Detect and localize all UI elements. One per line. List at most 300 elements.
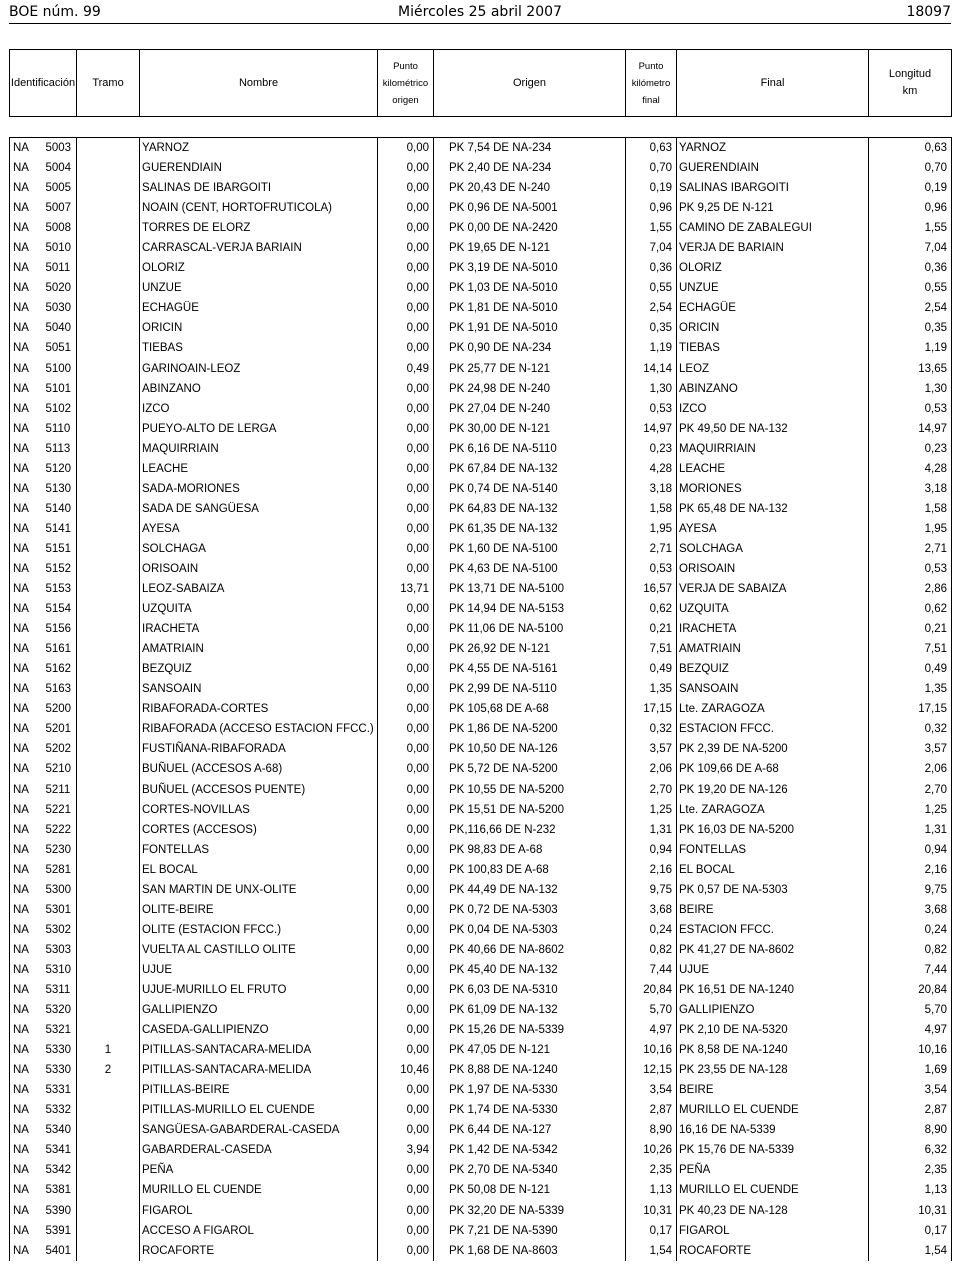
cell-numero: 5141 — [37, 519, 77, 539]
cell-pk-origen: 0,00 — [378, 960, 434, 980]
cell-pk-final: 0,70 — [626, 158, 677, 178]
cell-origen: PK,116,66 DE N-232 — [434, 820, 626, 840]
column-header-table — [9, 49, 952, 117]
cell-tramo — [77, 639, 140, 659]
cell-tramo — [77, 539, 140, 559]
cell-longitud: 0,35 — [869, 318, 952, 338]
cell-pk-final: 0,63 — [626, 138, 677, 159]
cell-provincia: NA — [10, 1200, 37, 1220]
cell-tramo — [77, 218, 140, 238]
cell-pk-origen: 0,00 — [378, 679, 434, 699]
cell-longitud: 2,71 — [869, 539, 952, 559]
table-row — [10, 359, 952, 379]
cell-provincia: NA — [10, 158, 37, 178]
cell-origen: PK 1,74 DE NA-5330 — [434, 1100, 626, 1120]
table-row — [10, 539, 952, 559]
cell-pk-origen: 0,00 — [378, 860, 434, 880]
cell-tramo — [77, 759, 140, 779]
cell-final: PK 41,27 DE NA-8602 — [677, 940, 869, 960]
cell-numero: 5153 — [37, 579, 77, 599]
cell-longitud: 5,70 — [869, 1000, 952, 1020]
cell-nombre: PUEYO-ALTO DE LERGA — [140, 419, 378, 439]
cell-final: MAQUIRRIAIN — [677, 439, 869, 459]
table-row — [10, 439, 952, 459]
cell-numero: 5008 — [37, 218, 77, 238]
cell-longitud: 2,70 — [869, 780, 952, 800]
cell-tramo — [77, 980, 140, 1000]
cell-nombre: SANSOAIN — [140, 679, 378, 699]
cell-longitud: 3,54 — [869, 1080, 952, 1100]
table-row — [10, 1221, 952, 1241]
cell-nombre: EL BOCAL — [140, 860, 378, 880]
cell-tramo — [77, 579, 140, 599]
table-row — [10, 599, 952, 619]
cell-pk-final: 7,04 — [626, 238, 677, 258]
cell-numero: 5300 — [37, 880, 77, 900]
table-row — [10, 238, 952, 258]
cell-nombre: PITILLAS-SANTACARA-MELIDA — [140, 1060, 378, 1080]
cell-pk-origen: 0,00 — [378, 1000, 434, 1020]
cell-numero: 5151 — [37, 539, 77, 559]
table-row — [10, 1160, 952, 1180]
cell-tramo — [77, 619, 140, 639]
cell-provincia: NA — [10, 840, 37, 860]
cell-pk-final: 0,36 — [626, 258, 677, 278]
cell-provincia: NA — [10, 940, 37, 960]
cell-nombre: BUÑUEL (ACCESOS PUENTE) — [140, 780, 378, 800]
cell-pk-origen: 0,00 — [378, 1180, 434, 1200]
cell-longitud: 1,31 — [869, 820, 952, 840]
cell-numero: 5210 — [37, 759, 77, 779]
cell-pk-origen: 0,00 — [378, 659, 434, 679]
cell-provincia: NA — [10, 399, 37, 419]
table-row — [10, 218, 952, 238]
cell-longitud: 3,57 — [869, 739, 952, 759]
cell-final: PK 9,25 DE N-121 — [677, 198, 869, 218]
cell-tramo — [77, 138, 140, 159]
cell-pk-final: 3,68 — [626, 900, 677, 920]
header-page-number: 18097 — [906, 4, 951, 20]
cell-pk-final: 4,28 — [626, 459, 677, 479]
table-row — [10, 158, 952, 178]
cell-longitud: 7,51 — [869, 639, 952, 659]
cell-provincia: NA — [10, 759, 37, 779]
cell-final: ECHAGÜE — [677, 298, 869, 318]
cell-final: PK 49,50 DE NA-132 — [677, 419, 869, 439]
cell-provincia: NA — [10, 1180, 37, 1200]
cell-longitud: 2,87 — [869, 1100, 952, 1120]
cell-provincia: NA — [10, 198, 37, 218]
cell-numero: 5390 — [37, 1200, 77, 1220]
cell-longitud: 2,35 — [869, 1160, 952, 1180]
col-pk-origen: Punto kilométrico origen — [378, 50, 434, 117]
table-row — [10, 820, 952, 840]
col-pk-final: Punto kilómetro final — [626, 50, 677, 117]
cell-numero: 5113 — [37, 439, 77, 459]
cell-nombre: OLORIZ — [140, 258, 378, 278]
cell-provincia: NA — [10, 1221, 37, 1241]
cell-pk-origen: 0,00 — [378, 559, 434, 579]
cell-pk-final: 2,16 — [626, 860, 677, 880]
cell-pk-origen: 0,49 — [378, 359, 434, 379]
cell-nombre: AMATRIAIN — [140, 639, 378, 659]
cell-longitud: 0,49 — [869, 659, 952, 679]
cell-pk-origen: 10,46 — [378, 1060, 434, 1080]
table-row — [10, 519, 952, 539]
cell-nombre: ECHAGÜE — [140, 298, 378, 318]
cell-nombre: CASEDA-GALLIPIENZO — [140, 1020, 378, 1040]
cell-provincia: NA — [10, 679, 37, 699]
cell-longitud: 0,55 — [869, 278, 952, 298]
cell-provincia: NA — [10, 920, 37, 940]
cell-tramo — [77, 238, 140, 258]
cell-tramo — [77, 258, 140, 278]
cell-tramo — [77, 599, 140, 619]
cell-final: Lte. ZARAGOZA — [677, 699, 869, 719]
cell-provincia: NA — [10, 960, 37, 980]
table-row — [10, 1241, 952, 1261]
cell-final: PK 40,23 DE NA-128 — [677, 1200, 869, 1220]
cell-longitud: 0,94 — [869, 840, 952, 860]
table-row — [10, 198, 952, 218]
cell-pk-origen: 0,00 — [378, 298, 434, 318]
cell-tramo — [77, 1160, 140, 1180]
cell-tramo — [77, 900, 140, 920]
table-row — [10, 960, 952, 980]
table-row — [10, 840, 952, 860]
roads-table — [9, 137, 952, 1261]
cell-tramo — [77, 198, 140, 218]
cell-nombre: RIBAFORADA (ACCESO ESTACION FFCC.) — [140, 719, 378, 739]
cell-origen: PK 0,96 DE NA-5001 — [434, 198, 626, 218]
cell-origen: PK 1,03 DE NA-5010 — [434, 278, 626, 298]
cell-origen: PK 1,42 DE NA-5342 — [434, 1140, 626, 1160]
cell-pk-origen: 0,00 — [378, 699, 434, 719]
cell-longitud: 1,30 — [869, 379, 952, 399]
table-row — [10, 1060, 952, 1080]
cell-provincia: NA — [10, 780, 37, 800]
cell-final: PK 0,57 DE NA-5303 — [677, 880, 869, 900]
cell-longitud: 0,17 — [869, 1221, 952, 1241]
cell-nombre: PITILLAS-BEIRE — [140, 1080, 378, 1100]
cell-pk-final: 1,25 — [626, 800, 677, 820]
cell-longitud: 1,19 — [869, 338, 952, 358]
cell-tramo — [77, 739, 140, 759]
cell-origen: PK 11,06 DE NA-5100 — [434, 619, 626, 639]
cell-final: YARNOZ — [677, 138, 869, 159]
cell-origen: PK 1,97 DE NA-5330 — [434, 1080, 626, 1100]
cell-pk-origen: 0,00 — [378, 880, 434, 900]
cell-origen: PK 13,71 DE NA-5100 — [434, 579, 626, 599]
cell-provincia: NA — [10, 1040, 37, 1060]
cell-pk-final: 14,97 — [626, 419, 677, 439]
cell-numero: 5320 — [37, 1000, 77, 1020]
cell-pk-final: 4,97 — [626, 1020, 677, 1040]
cell-longitud: 0,63 — [869, 138, 952, 159]
cell-nombre: NOAIN (CENT, HORTOFRUTICOLA) — [140, 198, 378, 218]
cell-nombre: ACCESO A FIGAROL — [140, 1221, 378, 1241]
cell-pk-final: 0,21 — [626, 619, 677, 639]
table-row — [10, 399, 952, 419]
cell-pk-final: 1,58 — [626, 499, 677, 519]
cell-pk-final: 0,17 — [626, 1221, 677, 1241]
table-row — [10, 639, 952, 659]
cell-pk-final: 10,31 — [626, 1200, 677, 1220]
cell-final: SOLCHAGA — [677, 539, 869, 559]
cell-origen: PK 3,19 DE NA-5010 — [434, 258, 626, 278]
cell-pk-final: 1,35 — [626, 679, 677, 699]
cell-final: PK 23,55 DE NA-128 — [677, 1060, 869, 1080]
cell-final: MURILLO EL CUENDE — [677, 1180, 869, 1200]
cell-origen: PK 26,92 DE N-121 — [434, 639, 626, 659]
cell-longitud: 9,75 — [869, 880, 952, 900]
cell-numero: 5342 — [37, 1160, 77, 1180]
cell-final: IZCO — [677, 399, 869, 419]
cell-tramo — [77, 1200, 140, 1220]
cell-numero: 5163 — [37, 679, 77, 699]
cell-final: UJUE — [677, 960, 869, 980]
cell-provincia: NA — [10, 379, 37, 399]
cell-tramo — [77, 659, 140, 679]
table-row — [10, 479, 952, 499]
cell-provincia: NA — [10, 359, 37, 379]
cell-pk-origen: 0,00 — [378, 419, 434, 439]
cell-pk-final: 0,19 — [626, 178, 677, 198]
cell-pk-origen: 0,00 — [378, 840, 434, 860]
cell-pk-origen: 0,00 — [378, 519, 434, 539]
cell-nombre: SOLCHAGA — [140, 539, 378, 559]
cell-numero: 5140 — [37, 499, 77, 519]
cell-pk-origen: 0,00 — [378, 218, 434, 238]
cell-pk-origen: 0,00 — [378, 399, 434, 419]
cell-numero: 5003 — [37, 138, 77, 159]
cell-tramo — [77, 1221, 140, 1241]
cell-origen: PK 24,98 DE N-240 — [434, 379, 626, 399]
cell-nombre: GABARDERAL-CASEDA — [140, 1140, 378, 1160]
cell-final: CAMINO DE ZABALEGUI — [677, 218, 869, 238]
cell-pk-origen: 0,00 — [378, 1200, 434, 1220]
cell-final: BEIRE — [677, 1080, 869, 1100]
cell-origen: PK 50,08 DE N-121 — [434, 1180, 626, 1200]
cell-pk-final: 2,71 — [626, 539, 677, 559]
cell-nombre: VUELTA AL CASTILLO OLITE — [140, 940, 378, 960]
cell-origen: PK 0,04 DE NA-5303 — [434, 920, 626, 940]
table-row — [10, 1140, 952, 1160]
cell-pk-final: 1,95 — [626, 519, 677, 539]
table-row — [10, 579, 952, 599]
col-longitud: Longitud km — [869, 50, 952, 117]
cell-numero: 5100 — [37, 359, 77, 379]
cell-pk-final: 20,84 — [626, 980, 677, 1000]
cell-pk-origen: 0,00 — [378, 920, 434, 940]
cell-provincia: NA — [10, 880, 37, 900]
cell-numero: 5222 — [37, 820, 77, 840]
cell-origen: PK 0,00 DE NA-2420 — [434, 218, 626, 238]
cell-final: OLORIZ — [677, 258, 869, 278]
cell-final: LEOZ — [677, 359, 869, 379]
table-row — [10, 940, 952, 960]
cell-pk-origen: 0,00 — [378, 1020, 434, 1040]
cell-provincia: NA — [10, 439, 37, 459]
cell-final: VERJA DE BARIAIN — [677, 238, 869, 258]
cell-pk-final: 9,75 — [626, 880, 677, 900]
table-row — [10, 298, 952, 318]
cell-tramo — [77, 178, 140, 198]
cell-longitud: 2,16 — [869, 860, 952, 880]
cell-pk-origen: 0,00 — [378, 318, 434, 338]
cell-nombre: FUSTIÑANA-RIBAFORADA — [140, 739, 378, 759]
cell-provincia: NA — [10, 800, 37, 820]
cell-numero: 5221 — [37, 800, 77, 820]
table-row — [10, 258, 952, 278]
cell-pk-final: 3,57 — [626, 739, 677, 759]
cell-numero: 5301 — [37, 900, 77, 920]
cell-final: PK 2,39 DE NA-5200 — [677, 739, 869, 759]
cell-pk-final: 0,55 — [626, 278, 677, 298]
cell-numero: 5161 — [37, 639, 77, 659]
cell-nombre: TORRES DE ELORZ — [140, 218, 378, 238]
cell-longitud: 0,21 — [869, 619, 952, 639]
cell-longitud: 17,15 — [869, 699, 952, 719]
table-row — [10, 780, 952, 800]
cell-nombre: FONTELLAS — [140, 840, 378, 860]
cell-origen: PK 44,49 DE NA-132 — [434, 880, 626, 900]
cell-numero: 5011 — [37, 258, 77, 278]
cell-pk-origen: 0,00 — [378, 780, 434, 800]
cell-longitud: 0,53 — [869, 559, 952, 579]
cell-tramo — [77, 359, 140, 379]
table-row — [10, 559, 952, 579]
cell-nombre: GARINOAIN-LEOZ — [140, 359, 378, 379]
cell-origen: PK 2,40 DE NA-234 — [434, 158, 626, 178]
cell-tramo — [77, 1241, 140, 1261]
cell-origen: PK 6,03 DE NA-5310 — [434, 980, 626, 1000]
cell-tramo — [77, 399, 140, 419]
cell-longitud: 1,55 — [869, 218, 952, 238]
cell-tramo — [77, 940, 140, 960]
cell-tramo — [77, 158, 140, 178]
header-journal: BOE núm. 99 — [9, 4, 101, 20]
cell-final: PK 16,03 DE NA-5200 — [677, 820, 869, 840]
cell-origen: PK 7,54 DE NA-234 — [434, 138, 626, 159]
cell-numero: 5202 — [37, 739, 77, 759]
cell-nombre: SALINAS DE IBARGOITI — [140, 178, 378, 198]
table-row — [10, 800, 952, 820]
cell-pk-origen: 0,00 — [378, 619, 434, 639]
cell-numero: 5401 — [37, 1241, 77, 1261]
cell-longitud: 0,70 — [869, 158, 952, 178]
cell-nombre: TIEBAS — [140, 338, 378, 358]
cell-nombre: RIBAFORADA-CORTES — [140, 699, 378, 719]
cell-numero: 5051 — [37, 338, 77, 358]
cell-nombre: BUÑUEL (ACCESOS A-68) — [140, 759, 378, 779]
cell-pk-final: 0,53 — [626, 559, 677, 579]
cell-origen: PK 27,04 DE N-240 — [434, 399, 626, 419]
cell-pk-final: 0,23 — [626, 439, 677, 459]
cell-tramo — [77, 719, 140, 739]
cell-final: LEACHE — [677, 459, 869, 479]
cell-numero: 5102 — [37, 399, 77, 419]
cell-tramo — [77, 800, 140, 820]
cell-origen: PK 2,99 DE NA-5110 — [434, 679, 626, 699]
cell-pk-origen: 0,00 — [378, 980, 434, 1000]
cell-provincia: NA — [10, 178, 37, 198]
cell-origen: PK 32,20 DE NA-5339 — [434, 1200, 626, 1220]
cell-origen: PK 30,00 DE N-121 — [434, 419, 626, 439]
cell-final: MURILLO EL CUENDE — [677, 1100, 869, 1120]
cell-longitud: 2,86 — [869, 579, 952, 599]
cell-pk-final: 7,51 — [626, 639, 677, 659]
cell-tramo — [77, 880, 140, 900]
cell-pk-final: 1,13 — [626, 1180, 677, 1200]
cell-origen: PK 6,44 DE NA-127 — [434, 1120, 626, 1140]
cell-pk-final: 1,19 — [626, 338, 677, 358]
cell-numero: 5311 — [37, 980, 77, 1000]
cell-provincia: NA — [10, 659, 37, 679]
cell-longitud: 7,04 — [869, 238, 952, 258]
cell-provincia: NA — [10, 459, 37, 479]
cell-numero: 5340 — [37, 1120, 77, 1140]
col-tramo: Tramo — [77, 50, 140, 117]
cell-origen: PK 1,91 DE NA-5010 — [434, 318, 626, 338]
cell-tramo — [77, 1100, 140, 1120]
cell-longitud: 0,82 — [869, 940, 952, 960]
cell-tramo — [77, 840, 140, 860]
col-final: Final — [677, 50, 869, 117]
cell-provincia: NA — [10, 1060, 37, 1080]
cell-nombre: IRACHETA — [140, 619, 378, 639]
table-row — [10, 1120, 952, 1140]
cell-numero: 5007 — [37, 198, 77, 218]
cell-longitud: 1,35 — [869, 679, 952, 699]
col-identificacion: Identificación — [10, 50, 77, 117]
cell-nombre: SANGÜESA-GABARDERAL-CASEDA — [140, 1120, 378, 1140]
cell-numero: 5040 — [37, 318, 77, 338]
table-row — [10, 459, 952, 479]
cell-tramo — [77, 338, 140, 358]
cell-nombre: CARRASCAL-VERJA BARIAIN — [140, 238, 378, 258]
cell-numero: 5152 — [37, 559, 77, 579]
cell-pk-origen: 0,00 — [378, 439, 434, 459]
cell-longitud: 2,06 — [869, 759, 952, 779]
cell-final: ABINZANO — [677, 379, 869, 399]
table-row — [10, 679, 952, 699]
table-row — [10, 659, 952, 679]
cell-origen: PK 2,70 DE NA-5340 — [434, 1160, 626, 1180]
cell-final: VERJA DE SABAIZA — [677, 579, 869, 599]
cell-origen: PK 61,35 DE NA-132 — [434, 519, 626, 539]
cell-nombre: PITILLAS-SANTACARA-MELIDA — [140, 1040, 378, 1060]
cell-nombre: GALLIPIENZO — [140, 1000, 378, 1020]
cell-pk-origen: 0,00 — [378, 379, 434, 399]
cell-tramo — [77, 820, 140, 840]
table-row — [10, 900, 952, 920]
cell-tramo — [77, 960, 140, 980]
cell-tramo — [77, 699, 140, 719]
cell-pk-origen: 0,00 — [378, 1080, 434, 1100]
cell-tramo — [77, 298, 140, 318]
cell-origen: PK 20,43 DE N-240 — [434, 178, 626, 198]
cell-tramo — [77, 519, 140, 539]
cell-nombre: GUERENDIAIN — [140, 158, 378, 178]
cell-longitud: 1,25 — [869, 800, 952, 820]
cell-pk-final: 3,18 — [626, 479, 677, 499]
cell-final: FIGAROL — [677, 1221, 869, 1241]
cell-pk-final: 0,35 — [626, 318, 677, 338]
cell-pk-final: 2,06 — [626, 759, 677, 779]
cell-nombre: MURILLO EL CUENDE — [140, 1180, 378, 1200]
cell-tramo — [77, 559, 140, 579]
